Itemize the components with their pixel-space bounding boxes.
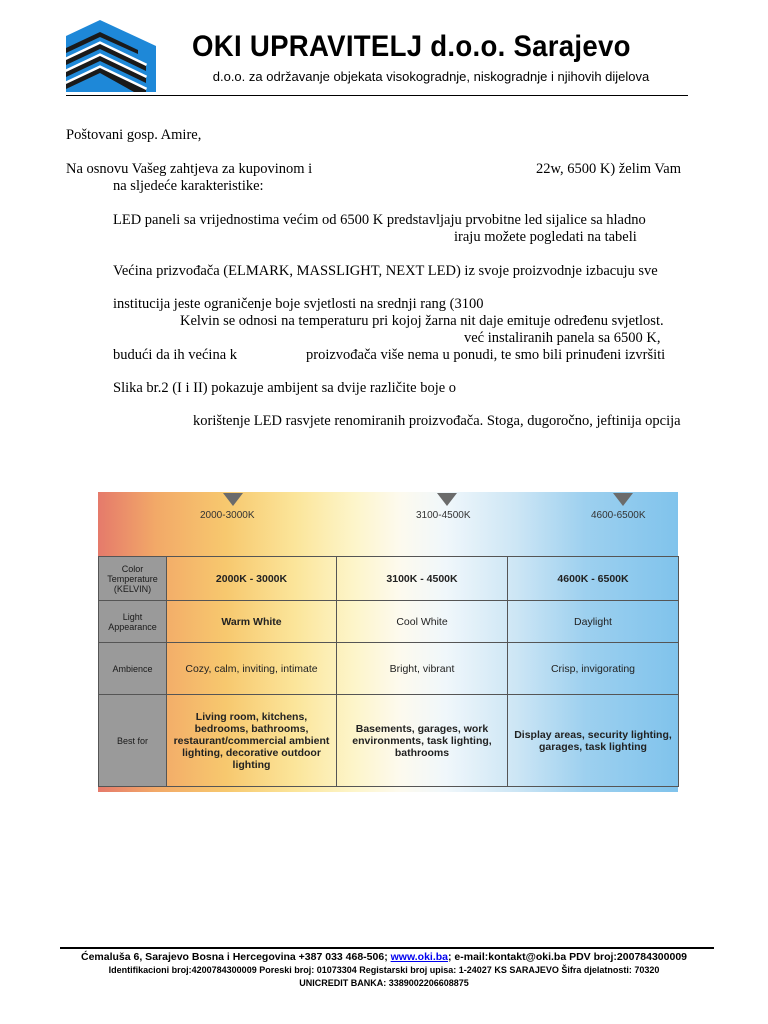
table-cell: Display areas, security lighting, garages, task lighting [508,695,679,787]
range-header [98,492,678,554]
company-subtitle: d.o.o. za održavanje objekata visokogradnje, niskogradnje i njihovih dijelova [212,69,650,84]
table-cell: Warm White [167,601,337,643]
table-row [99,557,679,601]
paragraph-1-line-1a: Na osnovu Vašeg zahtjeva za kupovinom i [66,161,313,177]
paragraph-3-line-1: Većina prizvođača (ELMARK, MASSLIGHT, NEXT LED) iz svoje proizvodnje izbacuju sve [113,263,658,279]
company-logo [66,20,156,92]
footer-line-1 [0,951,768,963]
row-header: Light Appearance [99,601,167,643]
table-cell: Crisp, invigorating [508,643,679,695]
row-header: Best for [99,695,167,787]
paragraph-1-line-1b: 22w, 6500 K) želim Vam [536,161,681,177]
table-row [99,643,679,695]
paragraph-1-line-2: na sljedeće karakteristike: [113,178,264,194]
table-cell: Daylight [508,601,679,643]
color-temperature-chart [98,492,678,792]
footer-address: Ćemaluša 6, Sarajevo Bosna i Hercegovina +387 033 468-506; [80,951,391,963]
letter-greeting: Poštovani gosp. Amire, [66,127,202,143]
table-cell: Bright, vibrant [337,643,508,695]
table-cell: Living room, kitchens, bedrooms, bathrooms, restaurant/commercial ambient lighting, decorative outdoor lighting [167,695,337,787]
footer-line-2: Identifikacioni broj:4200784300009 Poreski broj: 01073304 Registarski broj upisa: 1-24027 KS SARAJEVO Šifra djelatnosti: 70320 [108,965,660,975]
table-cell: Cool White [337,601,508,643]
table-row [99,601,679,643]
range-marker-icon [613,493,633,506]
table-cell: Cozy, calm, inviting, intimate [167,643,337,695]
paragraph-4-line-3: već instaliranih panela sa 6500 K, [464,330,661,346]
row-header: Color Temperature (KELVIN) [99,557,167,601]
paragraph-5-line-1: Slika br.2 (I i II) pokazuje ambijent sa dvije različite boje o [113,380,457,396]
company-name: OKI UPRAVITELJ d.o.o. Sarajevo [192,30,631,63]
paragraph-4-line-1: institucija jeste ograničenje boje svjetlosti na srednji rang (3100 [113,296,484,312]
paragraph-4-line-4a: budući da ih većina k [113,347,238,363]
paragraph-2-line-2: iraju možete pogledati na tabeli [454,229,637,245]
website-link[interactable]: www.oki.ba [390,951,448,963]
color-temperature-table [98,556,679,787]
paragraph-4-line-4b: proizvođača više nema u ponudi, te smo bili prinuđeni izvršiti [306,347,666,363]
row-header: Ambience [99,643,167,695]
table-cell: Basements, garages, work environments, task lighting, bathrooms [337,695,508,787]
range-marker-icon [437,493,457,506]
range-marker-icon [223,493,243,506]
range-label-warm: 2000-3000K [200,510,255,521]
paragraph-4-line-2: Kelvin se odnosi na temperaturu pri kojoj žarna nit daje emituje određenu svjetlost. [180,313,664,329]
footer-line-3: UNICREDIT BANKA: 3389002206608875 [299,978,469,988]
table-cell: 2000K - 3000K [167,557,337,601]
range-label-cool: 3100-4500K [416,510,471,521]
table-row [99,695,679,787]
range-label-daylight: 4600-6500K [591,510,646,521]
paragraph-2-line-1: LED paneli sa vrijednostima većim od 6500 K predstavljaju prvobitne led sijalice sa hladno [113,212,646,228]
footer-contact: ; e-mail:kontakt@oki.ba PDV broj:200784300009 [448,951,688,963]
table-cell: 3100K - 4500K [337,557,508,601]
paragraph-6-line-1: korištenje LED rasvjete renomiranih proizvođača. Stoga, dugoročno, jeftinija opcija [193,413,681,429]
table-cell: 4600K - 6500K [508,557,679,601]
footer-divider [60,947,714,949]
header-divider [66,95,688,96]
